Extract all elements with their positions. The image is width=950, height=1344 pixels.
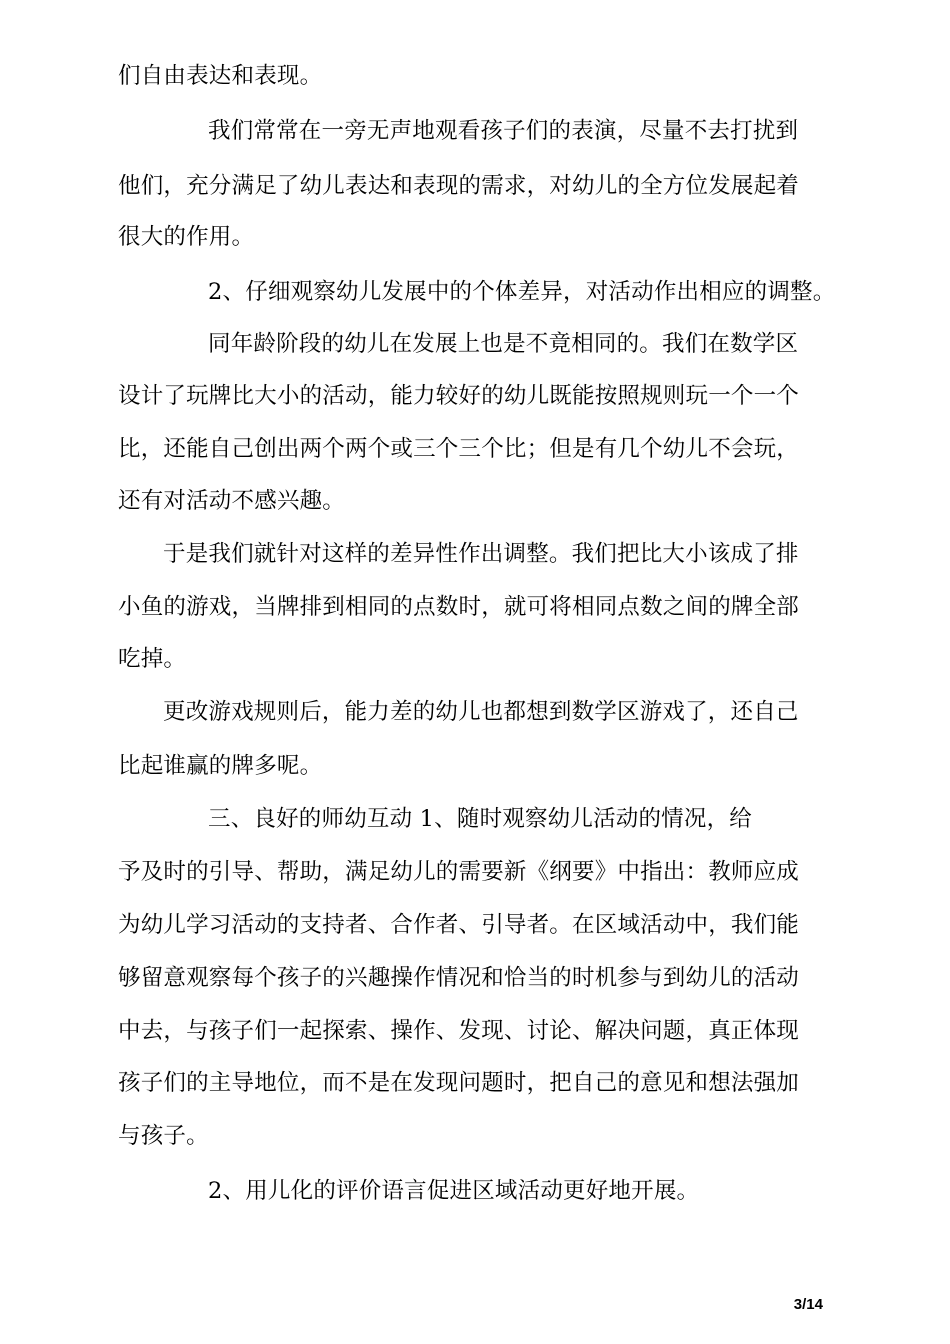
- text-line: 与孩子。: [118, 1123, 209, 1149]
- text-line: 我们常常在一旁无声地观看孩子们的表演，尽量不去打扰到: [208, 118, 799, 144]
- text-line: 2、用儿化的评价语言促进区域活动更好地开展。: [208, 1178, 700, 1204]
- text-line: 很大的作用。: [118, 224, 255, 250]
- text-line: 们自由表达和表现。: [118, 63, 323, 89]
- text-line: 比，还能自己创出两个两个或三个三个比；但是有几个幼儿不会玩，: [118, 436, 800, 462]
- text-line: 更改游戏规则后，能力差的幼儿也都想到数学区游戏了，还自己: [163, 699, 799, 725]
- text-line: 为幼儿学习活动的支持者、合作者、引导者。在区域活动中，我们能: [118, 912, 800, 938]
- text-line: 小鱼的游戏，当牌排到相同的点数时，就可将相同点数之间的牌全部: [118, 594, 800, 620]
- text-line: 还有对活动不感兴趣。: [118, 488, 346, 514]
- page-number: 3/14: [793, 1296, 823, 1313]
- text-line: 比起谁赢的牌多呢。: [118, 753, 323, 779]
- text-line: 2、仔细观察幼儿发展中的个体差异，对活动作出相应的调整。: [208, 279, 836, 305]
- text-line: 中去，与孩子们一起探索、操作、发现、讨论、解决问题，真正体现: [118, 1018, 800, 1044]
- text-line: 他们，充分满足了幼儿表达和表现的需求，对幼儿的全方位发展起着: [118, 173, 800, 199]
- text-line: 予及时的引导、帮助，满足幼儿的需要新《纲要》中指出：教师应成: [118, 859, 800, 885]
- text-line: 够留意观察每个孩子的兴趣操作情况和恰当的时机参与到幼儿的活动: [118, 965, 800, 991]
- text-line: 设计了玩牌比大小的活动，能力较好的幼儿既能按照规则玩一个一个: [118, 383, 800, 409]
- text-line: 孩子们的主导地位，而不是在发现问题时，把自己的意见和想法强加: [118, 1070, 800, 1096]
- text-line: 吃掉。: [118, 646, 187, 672]
- text-line: 三、良好的师幼互动 1、随时观察幼儿活动的情况，给: [208, 806, 752, 832]
- text-line: 同年龄阶段的幼儿在发展上也是不竟相同的。我们在数学区: [208, 331, 799, 357]
- text-line: 于是我们就针对这样的差异性作出调整。我们把比大小该成了排: [163, 541, 799, 567]
